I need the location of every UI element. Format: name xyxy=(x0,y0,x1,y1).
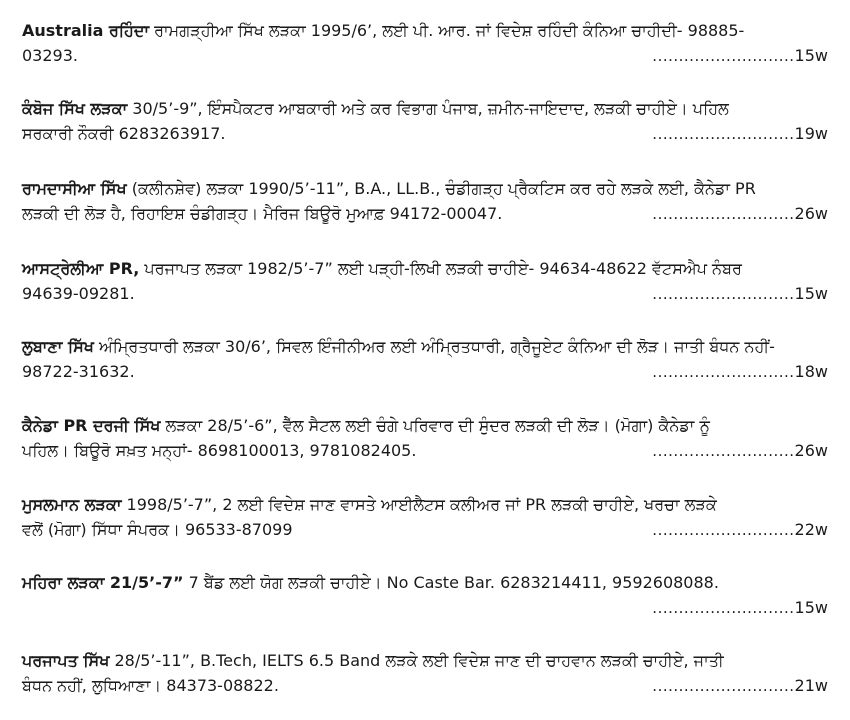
listing xyxy=(22,96,828,156)
listing-code: 18w xyxy=(794,362,828,381)
listing-line-2 xyxy=(22,359,828,385)
listing-heading: ਪਰਜਾਪਤ ਸਿੱਖ xyxy=(22,651,110,670)
listing-text-continued: ਬੰਧਨ ਨਹੀਂ, ਲੁਧਿਆਣਾ। 84373-08822. xyxy=(22,676,279,695)
listing-text-continued: 98722-31632. xyxy=(22,362,135,381)
listing xyxy=(22,334,828,394)
listing xyxy=(22,648,828,708)
listing-text-continued: ਪਹਿਲ। ਬਿਊਰੋ ਸਖ਼ਤ ਮਨ੍ਹਾਂ- 8698100013, 9781082405. xyxy=(22,441,417,460)
listing-text: ਪਰਜਾਪਤ ਲੜਕਾ 1982/5’-7” ਲਈ ਪੜ੍ਹੀ-ਲਿਖੀ ਲੜਕੀ ਚਾਹੀਏ- 94634-48622 ਵੱਟਸਐਪ ਨੰਬਰ xyxy=(144,259,742,278)
listing-line-2 xyxy=(22,121,828,147)
listing-line-2 xyxy=(22,281,828,307)
listing-code: 15w xyxy=(794,284,828,303)
listing-line-2 xyxy=(22,43,828,69)
listing-code: 22w xyxy=(794,520,828,539)
listing-line-1 xyxy=(22,176,828,201)
listing-line-2 xyxy=(22,517,828,543)
listing-reference: ...........................15w xyxy=(652,284,828,303)
listing-reference: ...........................26w xyxy=(652,204,828,223)
listing-text: 1998/5’-7”, 2 ਲਈ ਵਿਦੇਸ਼ ਜਾਣ ਵਾਸਤੇ ਆਈਲੈਟਸ ਕਲੀਅਰ ਜਾਂ PR ਲੜਕੀ ਚਾਹੀਏ, ਖਰਚਾ ਲੜਕੇ xyxy=(126,495,717,514)
listing-text: (ਕਲੀਨਸ਼ੇਵ) ਲੜਕਾ 1990/5’-11”, B.A., LL.B., ਚੰਡੀਗੜ੍ਹ ਪ੍ਰੈਕਟਿਸ ਕਰ ਰਹੇ ਲੜਕੇ ਲਈ, ਕੈਨੇਡਾ PR xyxy=(131,179,756,198)
listing-reference: ...........................15w xyxy=(652,598,828,617)
listing-heading: ਮੁਸਲਮਾਨ ਲੜਕਾ xyxy=(22,495,122,514)
listing-heading: ਲੁਬਾਣਾ ਸਿੱਖ xyxy=(22,337,94,356)
listing-text-continued: ਵਲੋਂ (ਮੋਗਾ) ਸਿੱਧਾ ਸੰਪਰਕ। 96533-87099 xyxy=(22,520,293,539)
listing-reference: ...........................21w xyxy=(652,676,828,695)
listing-reference: ...........................19w xyxy=(652,124,828,143)
listing-line-1 xyxy=(22,570,828,595)
listing-line-1 xyxy=(22,648,828,673)
listing-text-continued: ਲੜਕੀ ਦੀ ਲੋੜ ਹੈ, ਰਿਹਾਇਸ਼ ਚੰਡੀਗੜ੍ਹ। ਮੈਰਿਜ ਬਿਊਰੋ ਮੁਆਫ਼ 94172-00047. xyxy=(22,204,503,223)
listing-heading: ਰਾਮਦਾਸੀਆ ਸਿੱਖ xyxy=(22,179,127,198)
listing-text-continued: 94639-09281. xyxy=(22,284,135,303)
listing-text-continued: ਸਰਕਾਰੀ ਨੌਕਰੀ 6283263917. xyxy=(22,124,226,143)
listing-text: ਅੰਮ੍ਰਿਤਧਾਰੀ ਲੜਕਾ 30/6’, ਸਿਵਲ ਇੰਜੀਨੀਅਰ ਲਈ ਅੰਮ੍ਰਿਤਧਾਰੀ, ਗ੍ਰੈਜੂਏਟ ਕੰਨਿਆ ਦੀ ਲੋੜ। ਜਾਤੀ ਬੰਧਨ ਨਹੀਂ- xyxy=(98,337,775,356)
listing-text: 28/5’-11”, B.Tech, IELTS 6.5 Band ਲੜਕੇ ਲਈ ਵਿਦੇਸ਼ ਜਾਣ ਦੀ ਚਾਹਵਾਨ ਲੜਕੀ ਚਾਹੀਏ, ਜਾਤੀ xyxy=(114,651,724,670)
listing-reference: ...........................18w xyxy=(652,362,828,381)
listing-code: 19w xyxy=(794,124,828,143)
listing-reference: ...........................22w xyxy=(652,520,828,539)
listing-text: ਲੜਕਾ 28/5’-6”, ਵੈੱਲ ਸੈਟਲ ਲਈ ਚੰਗੇ ਪਰਿਵਾਰ ਦੀ ਸੁੰਦਰ ਲੜਕੀ ਦੀ ਲੋੜ। (ਮੋਗਾ) ਕੈਨੇਡਾ ਨੂੰ xyxy=(165,416,710,435)
listing-heading: Australia ਰਹਿੰਦਾ xyxy=(22,21,150,40)
listing-line-1 xyxy=(22,413,828,438)
listing xyxy=(22,570,828,630)
listing-heading: ਕੰਬੋਜ ਸਿੱਖ ਲੜਕਾ xyxy=(22,99,128,118)
listing-line-2 xyxy=(22,438,828,464)
listing-line-1 xyxy=(22,256,828,281)
listing-reference: ...........................26w xyxy=(652,441,828,460)
listing xyxy=(22,492,828,552)
listing xyxy=(22,18,828,78)
listing-code: 15w xyxy=(794,46,828,65)
listing-text: ਰਾਮਗੜ੍ਹੀਆ ਸਿੱਖ ਲੜਕਾ 1995/6’, ਲਈ ਪੀ. ਆਰ. ਜਾਂ ਵਿਦੇਸ਼ ਰਹਿੰਦੀ ਕੰਨਿਆ ਚਾਹੀਦੀ- 98885- xyxy=(154,21,745,40)
listing-code: 26w xyxy=(794,441,828,460)
listing-line-1 xyxy=(22,96,828,121)
listing-line-2 xyxy=(22,201,828,227)
listing-text: 7 ਬੈਂਡ ਲਈ ਯੋਗ ਲੜਕੀ ਚਾਹੀਏ। No Caste Bar. 6283214411, 9592608088. xyxy=(188,573,719,592)
listing-code: 26w xyxy=(794,204,828,223)
listing-line-2 xyxy=(22,595,828,621)
listing-code: 21w xyxy=(794,676,828,695)
listing-heading: ਮਹਿਰਾ ਲੜਕਾ 21/5’-7” xyxy=(22,573,184,592)
listing-line-1 xyxy=(22,334,828,359)
listing-line-1 xyxy=(22,18,828,43)
listing xyxy=(22,256,828,316)
listing-heading: ਆਸਟ੍ਰੇਲੀਆ PR, xyxy=(22,259,140,278)
listing-line-1 xyxy=(22,492,828,517)
listing-heading: ਕੈਨੇਡਾ PR ਦਰਜੀ ਸਿੱਖ xyxy=(22,416,161,435)
listing-code: 15w xyxy=(794,598,828,617)
listing-text: 30/5’-9”, ਇੰਸਪੈਕਟਰ ਆਬਕਾਰੀ ਅਤੇ ਕਰ ਵਿਭਾਗ ਪੰਜਾਬ, ਜ਼ਮੀਨ-ਜਾਇਦਾਦ, ਲੜਕੀ ਚਾਹੀਏ। ਪਹਿਲ xyxy=(132,99,729,118)
listing-reference: ...........................15w xyxy=(652,46,828,65)
listing xyxy=(22,176,828,236)
listing xyxy=(22,413,828,473)
listing-line-2 xyxy=(22,673,828,699)
listing-text-continued: 03293. xyxy=(22,46,78,65)
